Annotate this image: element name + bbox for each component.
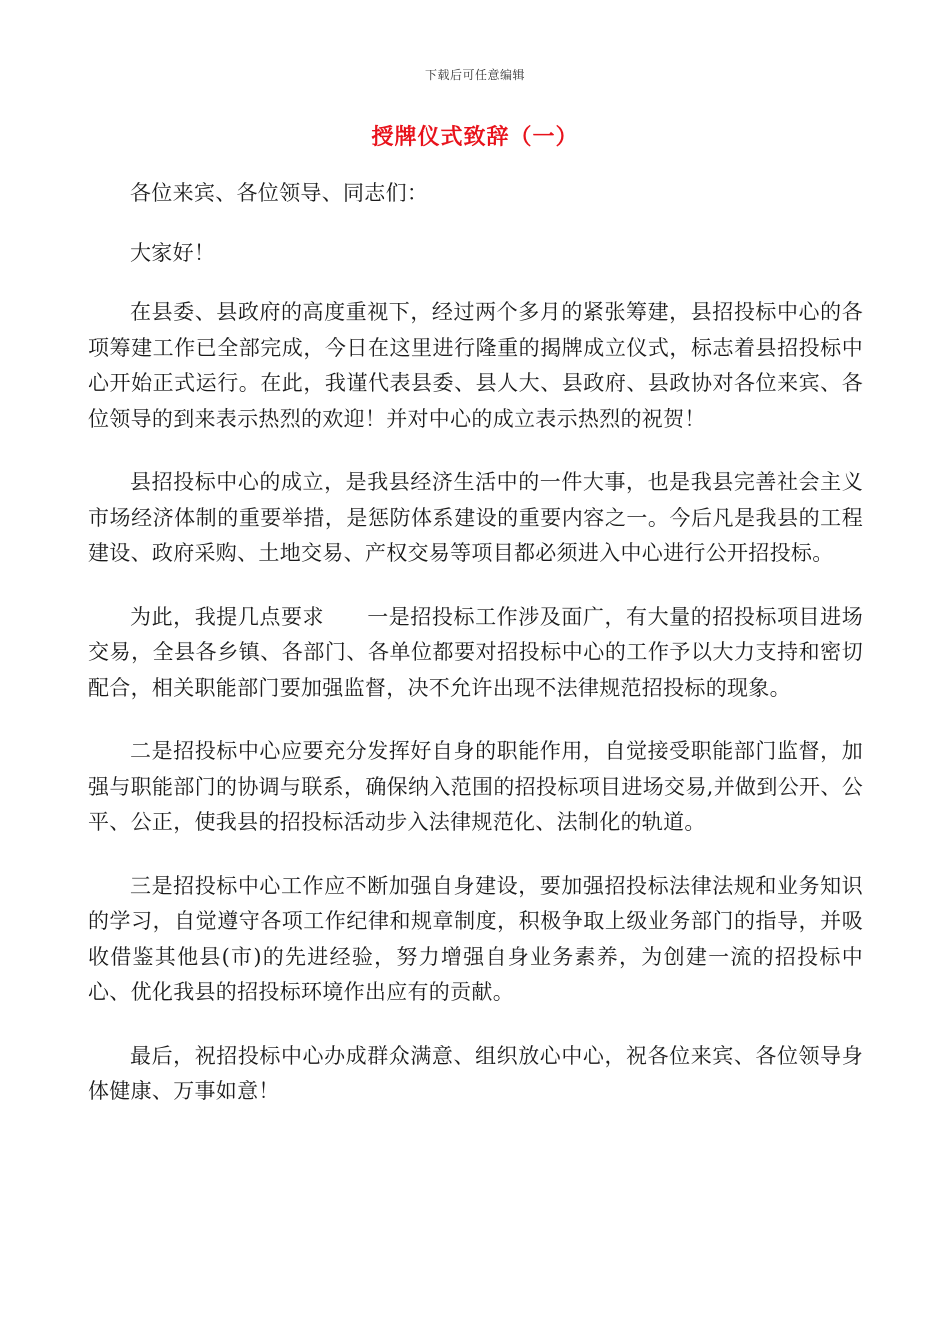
paragraph-opening: 在县委、县政府的高度重视下，经过两个多月的紧张筹建，县招投标中心的各项筹建工作已全部完成，今日在这里进行隆重的揭牌成立仪式，标志着县招投标中心开始正式运行。在此，我谨代表县委、县人大、县政府、县政协对各位来宾、各位领导的到来表示热烈的欢迎！并对中心的成立表示热烈的祝贺！	[88, 300, 863, 431]
paragraph-closing: 最后，祝招投标中心办成群众满意、组织放心中心，祝各位来宾、各位领导身体健康、万事如意！	[88, 1043, 863, 1103]
paragraph-requirement-one: 为此，我提几点要求 一是招投标工作涉及面广，有大量的招投标项目进场交易，全县各乡镇、各部门、各单位都要对招投标中心的工作予以大力支持和密切配合，相关职能部门要加强监督，决不允许出现不法律规范招投标的现象。	[88, 604, 863, 700]
paragraph-greeting: 大家好！	[130, 240, 216, 265]
paragraph-requirement-three: 三是招投标中心工作应不断加强自身建设，要加强招投标法律法规和业务知识的学习，自觉遵守各项工作纪律和规章制度，积极争取上级业务部门的指导，并吸收借鉴其他县(市)的先进经验，努力增强自身业务素养，为创建一流的招投标中心、优化我县的招投标环境作出应有的贡献。	[88, 873, 863, 1004]
paragraph-significance: 县招投标中心的成立，是我县经济生活中的一件大事，也是我县完善社会主义市场经济体制的重要举措，是惩防体系建设的重要内容之一。今后凡是我县的工程建设、政府采购、土地交易、产权交易等项目都必须进入中心进行公开招投标。	[88, 470, 863, 565]
paragraph-salutation: 各位来宾、各位领导、同志们：	[130, 181, 429, 205]
header-note: 下载后可任意编辑	[424, 68, 525, 82]
paragraph-requirement-two: 二是招投标中心应要充分发挥好自身的职能作用，自觉接受职能部门监督，加强与职能部门的协调与联系，确保纳入范围的招投标项目进场交易,并做到公开、公平、公正，使我县的招投标活动步入法律规范化、法制化的轨道。	[88, 739, 863, 834]
document-title: 授牌仪式致辞（一）	[371, 124, 579, 150]
document-body	[88, 176, 863, 1138]
